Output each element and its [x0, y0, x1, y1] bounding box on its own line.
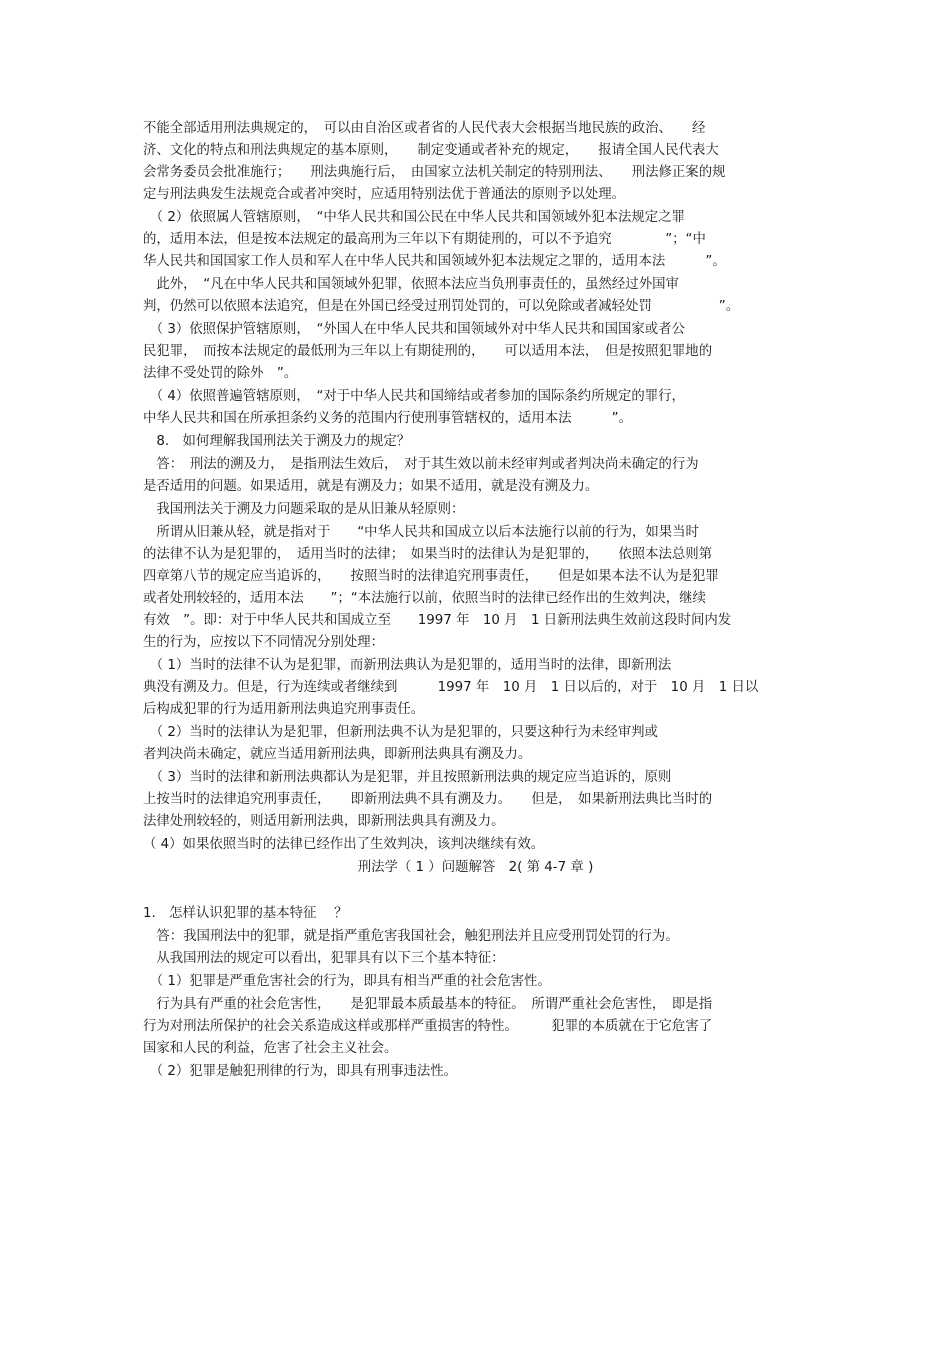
- paragraph-principle: [143, 499, 808, 521]
- text-line: 从我国刑法的规定可以看出，犯罪具有以下三个基本特征：: [143, 951, 505, 966]
- paragraph-universal: [143, 386, 808, 430]
- text-line: 会常务委员会批准施行； 刑法典施行后， 由国家立法机关制定的特别刑法、 刑法修正案的规: [143, 165, 726, 180]
- text-line: 华人民共和国国家工作人员和军人在中华人民共和国领域外犯本法规定之罪的，适用本法 ”。: [143, 254, 726, 269]
- text-line: 典没有溯及力。但是，行为连续或者继续到 1997 年 10 月 1 日以后的，对于 10 月 1 日以: [143, 680, 759, 695]
- text-line: 的法律不认为是犯罪的， 适用当时的法律； 如果当时的法律认为是犯罪的， 依照本法总则第: [143, 547, 713, 562]
- text-line: （ 1）犯罪是严重危害社会的行为，即具有相当严重的社会危害性。: [143, 974, 551, 989]
- text-line: 行为具有严重的社会危害性， 是犯罪最本质最基本的特征。 所谓严重社会危害性， 即是指: [143, 997, 713, 1012]
- text-line: 此外， “凡在中华人民共和国领域外犯罪，依照本法应当负刑事责任的，虽然经过外国审: [143, 277, 679, 292]
- text-line: （ 1）当时的法律不认为是犯罪，而新刑法典认为是犯罪的，适用当时的法律，即新刑法: [143, 658, 672, 673]
- document-page: [143, 118, 808, 1084]
- top-section: [143, 118, 808, 856]
- text-line: （ 2）依照属人管辖原则， “中华人民共和国公民在中华人民共和国领域外犯本法规定之罪: [143, 210, 685, 225]
- paragraph-personal: [143, 207, 808, 273]
- text-line: 行为对刑法所保护的社会关系造成这样或那样严重损害的特性。 犯罪的本质就在于它危害了: [143, 1019, 713, 1034]
- paragraph-intro: [143, 118, 808, 206]
- text-line: 所谓从旧兼从轻，就是指对于 “中华人民共和国成立以后本法施行以前的行为，如果当时: [143, 525, 699, 540]
- text-line: 四章第八节的规定应当追诉的， 按照当时的法律追究刑事责任， 但是如果本法不认为是犯罪: [143, 569, 719, 584]
- text-line: 不能全部适用刑法典规定的， 可以由自治区或者省的人民代表大会根据当地民族的政治、 经: [143, 121, 706, 136]
- text-line: （ 2）犯罪是触犯刑律的行为，即具有刑事违法性。: [143, 1064, 458, 1079]
- paragraph-case3: [143, 767, 808, 833]
- paragraph-answer: [143, 454, 808, 498]
- paragraph-case2: [143, 722, 808, 766]
- paragraph-meaning: [143, 522, 808, 654]
- spacer: [143, 879, 808, 903]
- text-line: 1. 怎样认识犯罪的基本特征 ？: [143, 906, 348, 921]
- text-line: （ 4）如果依照当时的法律已经作出了生效判决，该判决继续有效。: [143, 837, 545, 852]
- text-line: 民犯罪， 而按本法规定的最低刑为三年以上有期徒刑的， 可以适用本法， 但是按照犯罪地的: [143, 344, 713, 359]
- paragraph-protective: [143, 319, 808, 385]
- paragraph-q8: [143, 431, 808, 453]
- section-heading: 刑法学（ 1 ）问题解答 2( 第 4-7 章 ): [357, 860, 594, 875]
- paragraph-f1: [143, 971, 808, 993]
- text-line: 或者处刑较轻的，适用本法 ”；“本法施行以前，依照当时的法律已经作出的生效判决，继续: [143, 591, 706, 606]
- paragraph-case1: [143, 655, 808, 721]
- text-line: 8. 如何理解我国刑法关于溯及力的规定？: [143, 434, 411, 449]
- text-line: 济、文化的特点和刑法典规定的基本原则， 制定变通或者补充的规定， 报请全国人民代表大: [143, 143, 719, 158]
- text-line: 答： 刑法的溯及力， 是指刑法生效后， 对于其生效以前未经审判或者判决尚未确定的行为: [143, 457, 699, 472]
- text-line: 者判决尚未确定，就应当适用新刑法典，即新刑法典具有溯及力。: [143, 747, 532, 762]
- paragraph-a1: [143, 926, 808, 970]
- text-line: （ 2）当时的法律认为是犯罪，但新刑法典不认为是犯罪的，只要这种行为未经审判或: [143, 725, 658, 740]
- text-line: 法律不受处罚的除外 ”。: [143, 366, 298, 381]
- text-line: （ 3）依照保护管辖原则， “外国人在中华人民共和国领域外对中华人民共和国国家或者公: [143, 322, 685, 337]
- paragraph-f2: [143, 1061, 808, 1083]
- bottom-section: [143, 903, 808, 1083]
- text-line: 有效 ”。即：对于中华人民共和国成立至 1997 年 10 月 1 日新刑法典生效前这段时间内发: [143, 613, 732, 628]
- text-line: （ 3）当时的法律和新刑法典都认为是犯罪，并且按照新刑法典的规定应当追诉的，原则: [143, 770, 672, 785]
- text-line: 国家和人民的利益，危害了社会主义社会。: [143, 1041, 398, 1056]
- text-line: 是否适用的问题。如果适用，就是有溯及力；如果不适用，就是没有溯及力。: [143, 479, 599, 494]
- text-line: （ 4）依照普遍管辖原则， “对于中华人民共和国缔结或者参加的国际条约所规定的罪行，: [143, 389, 685, 404]
- paragraph-f1-detail: [143, 994, 808, 1060]
- paragraph-case4: [143, 834, 808, 856]
- text-line: 法律处刑较轻的，则适用新刑法典，即新刑法典具有溯及力。: [143, 814, 505, 829]
- text-line: 后构成犯罪的行为适用新刑法典追究刑事责任。: [143, 702, 425, 717]
- text-line: 中华人民共和国在所承担条约义务的范围内行使刑事管辖权的，适用本法 ”。: [143, 411, 632, 426]
- text-line: 上按当时的法律追究刑事责任， 即新刑法典不具有溯及力。 但是， 如果新刑法典比当时的: [143, 792, 713, 807]
- text-line: 生的行为，应按以下不同情况分别处理：: [143, 635, 385, 650]
- text-line: 的，适用本法，但是按本法规定的最高刑为三年以下有期徒刑的，可以不予追究 ”；“中: [143, 232, 706, 247]
- text-line: 答：我国刑法中的犯罪，就是指严重危害我国社会，触犯刑法并且应受刑罚处罚的行为。: [143, 929, 679, 944]
- text-line: 判，仍然可以依照本法追究，但是在外国已经受过刑罚处罚的，可以免除或者减轻处罚 ”。: [143, 299, 740, 314]
- paragraph-q1: [143, 903, 808, 925]
- paragraph-besides: [143, 274, 808, 318]
- text-line: 我国刑法关于溯及力问题采取的是从旧兼从轻原则：: [143, 502, 465, 517]
- text-line: 定与刑法典发生法规竞合或者冲突时，应适用特别法优于普通法的原则予以处理。: [143, 187, 626, 202]
